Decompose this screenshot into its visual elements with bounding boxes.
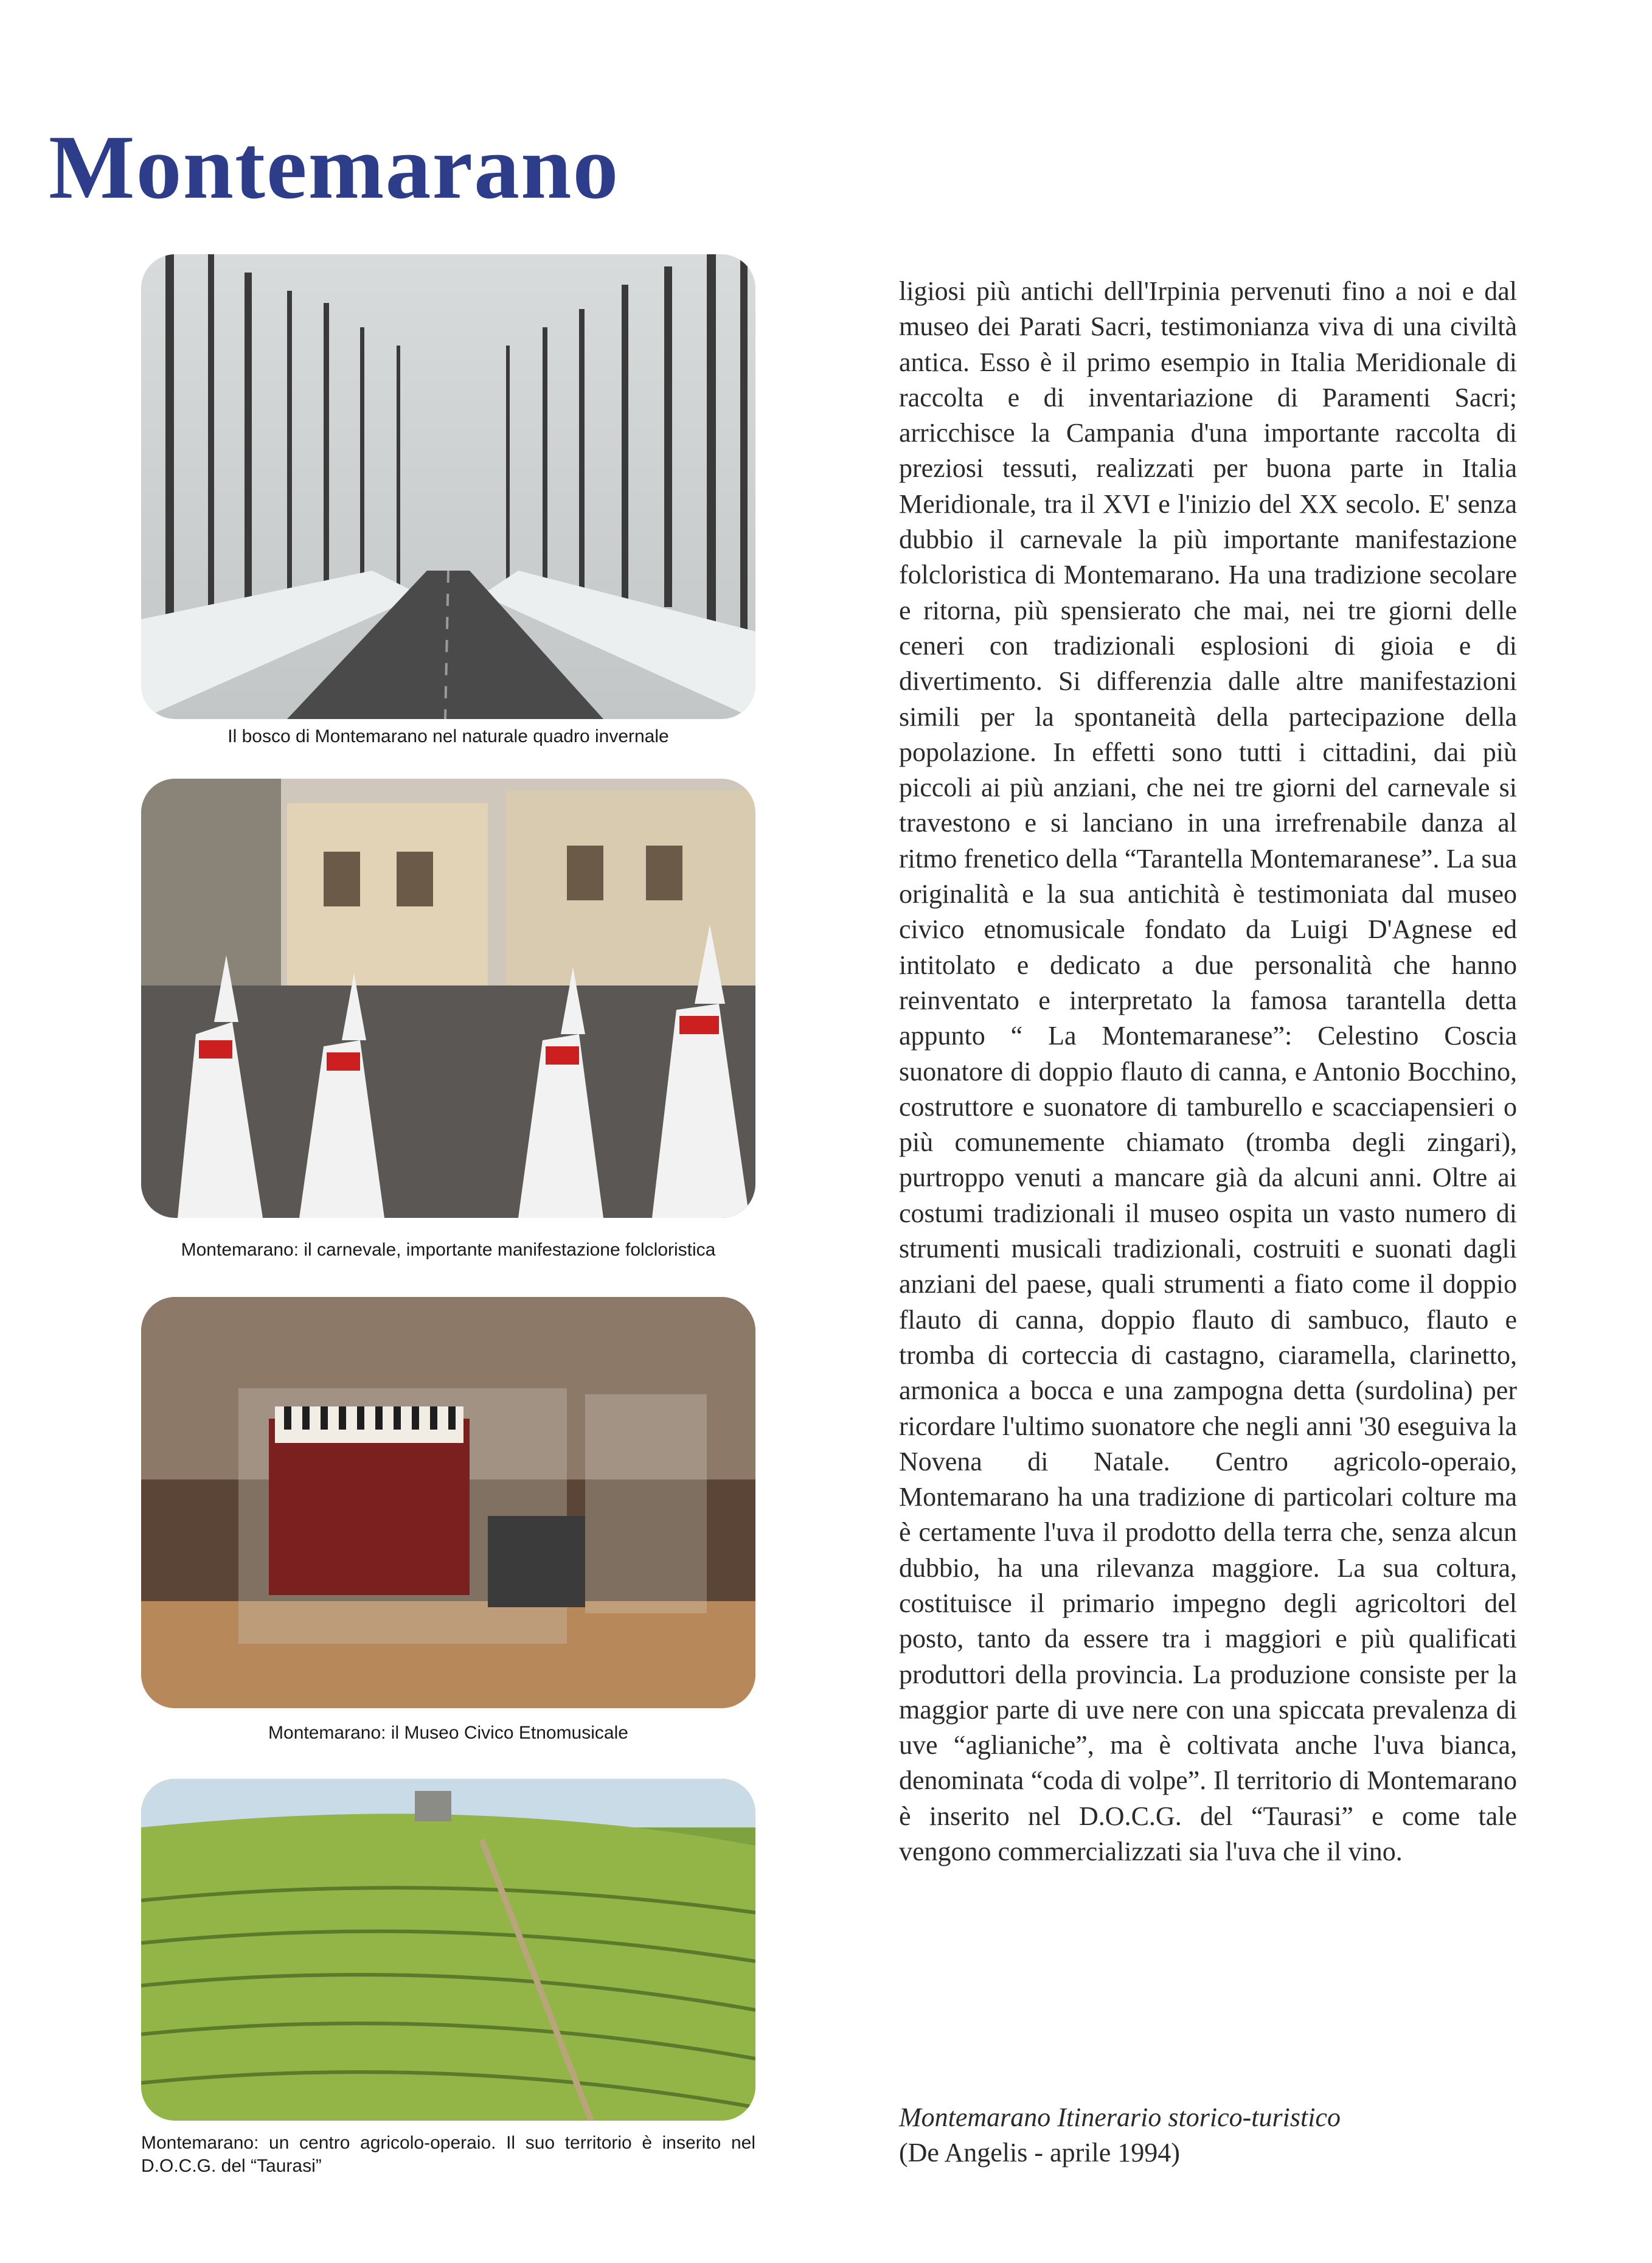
page-title: Montemarano (49, 117, 620, 218)
source-title: Montemarano Itinerario storico-turistico (899, 2102, 1341, 2132)
source-detail: (De Angelis - aprile 1994) (899, 2138, 1180, 2167)
article-body: ligiosi più antichi dell'Irpinia pervenuti fino a noi e dal museo dei Parati Sacri, testimonianza viva di una civiltà antica. Esso è il primo esempio in Italia Meridionale di raccolta e di inventariazione di Paramenti Sacri; arricchisce la Campania d'una importante raccolta di preziosi tessuti, realizzati per buona parte in Italia Meridionale, tra il XVI e l'inizio del XX secolo. E' senza dubbio il carnevale la più importante manifestazione folcloristica di Montemarano. Ha una tradizione secolare e ritorna, più spensierato che mai, nei tre giorni delle ceneri con tradizionali esplosioni di gioia e di divertimento. Si differenzia dalle altre manifestazioni simili per la spontaneità della partecipazione della popolazione. In effetti sono tutti i cittadini, dai più piccoli ai più anziani, che nei tre giorni del carnevale si travestono e si lanciano in una irrefrenabile danza al ritmo frenetico della “Tarantella Montemaranese”. La sua originalità e la sua antichità è testimoniata dal museo civico etnomusicale fondato da Luigi D'Agnese ed intitolato e dedicato a due personalità che hanno reinventato e interpretato la famosa tarantella detta appunto “ La Montemaranese”: Celestino Coscia suonatore di doppio flauto di canna, e Antonio Bocchino, costruttore e suonatore di tamburello e scacciapensieri o più comunemente chiamato (tromba degli zingari), purtroppo venuti a mancare già da alcuni anni. Oltre ai costumi tradizionali il museo ospita un vasto numero di strumenti musicali tradizionali, costruiti e suonati dagli anziani del paese, quali strumenti a fiato come il doppio flauto di canna, doppio flauto di sambuco, flauto e tromba di corteccia di castagno, ciaramella, clarinetto, armonica a bocca e una zampogna detta (surdolina) per ricordare l'ultimo suonatore che negli anni '30 eseguiva la Novena di Natale. Centro agricolo-operaio, Montemarano ha una tradizione di particolari colture ma è certamente l'uva il prodotto della terra che, senza alcun dubbio, ha una rilevanza maggiore. La sua coltura, costituisce il primario impegno degli agricoltori del posto, tanto da essere tra i maggiori e più qualificati produttori della provincia. La produzione consiste per la maggior parte di uve nere con una spiccata prevalenza di uve “aglianiche”, ma è coltivata anche l'uva bianca, denominata “coda di volpe”. Il territorio di Montemarano è inserito nel D.O.C.G. del “Taurasi” e come tale vengono commercializzati sia l'uva che il vino. (899, 276, 1517, 1867)
source-citation (899, 2100, 1517, 2171)
vineyard-hill-photo (141, 1779, 755, 2121)
accordion-museum-photo (141, 1297, 755, 1708)
figure-caption: Montemarano: un centro agricolo-operaio. Il suo territorio è inserito nel D.O.C.G. del “Taurasi” (141, 2133, 755, 2176)
carnival-parade-photo (141, 779, 755, 1218)
figure-caption: Montemarano: il carnevale, importante manifestazione folcloristica (181, 1240, 716, 1260)
figure-caption: Il bosco di Montemarano nel naturale quadro invernale (227, 726, 669, 746)
snowy-forest-road-photo (141, 254, 755, 719)
figure-caption: Montemarano: il Museo Civico Etnomusicale (268, 1723, 628, 1743)
